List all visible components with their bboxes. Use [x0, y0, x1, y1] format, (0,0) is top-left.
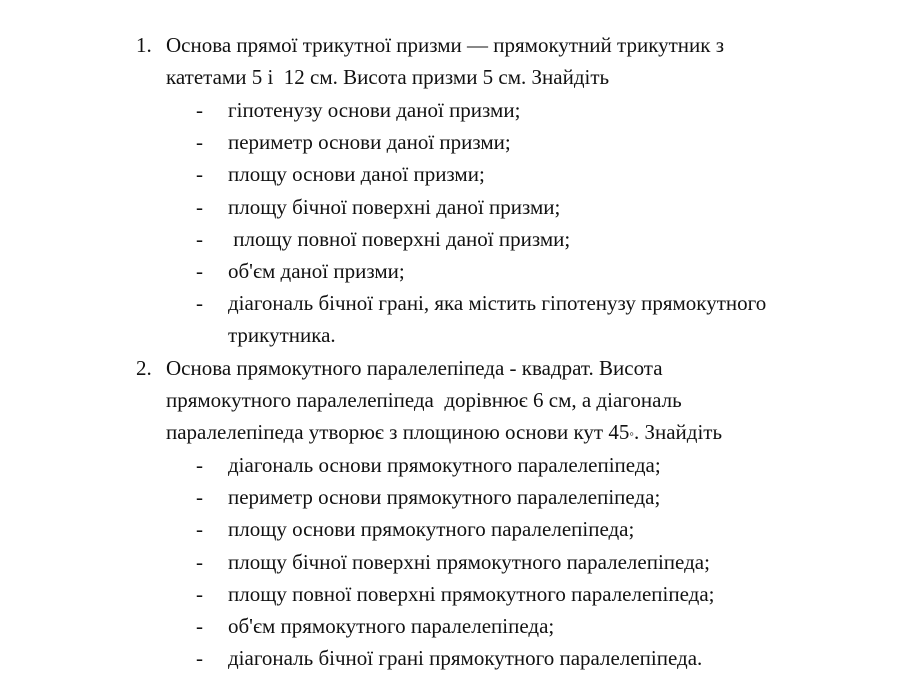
task-2-bullet-5: -	[196, 582, 203, 606]
task-1-bullet-7: -	[196, 291, 203, 315]
task-2-bullet-1: -	[196, 453, 203, 477]
task-2-item-1: діагональ основи прямокутного паралелепіпеда;	[228, 453, 661, 477]
task-1-item-6: об'єм даної призми;	[228, 259, 405, 283]
task-2-bullet-4: -	[196, 550, 203, 574]
task-2-intro-line-1: Основа прямокутного паралелепіпеда - квадрат. Висота	[166, 356, 663, 380]
task-1-bullet-2: -	[196, 130, 203, 154]
task-2-number: 2.	[136, 356, 152, 380]
task-1-bullet-4: -	[196, 195, 203, 219]
task-2-intro-line-3-text: паралелепіпеда утворює з площиною основи кут 45	[166, 420, 630, 444]
task-1-item-5: площу повної поверхні даної призми;	[228, 227, 571, 251]
task-1-item-7: діагональ бічної грані, яка містить гіпотенузу прямокутного	[228, 291, 767, 315]
task-2-intro-line-3	[166, 417, 722, 449]
task-1-item-1: гіпотенузу основи даної призми;	[228, 98, 521, 122]
task-1-bullet-1: -	[196, 98, 203, 122]
task-1-intro-line-2: катетами 5 і 12 см. Висота призми 5 см. Знайдіть	[166, 65, 610, 89]
task-2-item-6: об'єм прямокутного паралелепіпеда;	[228, 614, 555, 638]
task-2-item-4: площу бічної поверхні прямокутного паралелепіпеда;	[228, 550, 710, 574]
task-1-intro-line-1: Основа прямої трикутної призми — прямокутний трикутник з	[166, 33, 724, 57]
task-2-item-7: діагональ бічної грані прямокутного паралелепіпеда.	[228, 646, 703, 670]
task-2-bullet-2: -	[196, 485, 203, 509]
task-2-item-5: площу повної поверхні прямокутного паралелепіпеда;	[228, 582, 715, 606]
task-2-bullet-7: -	[196, 646, 203, 670]
degree-symbol: ◦	[629, 426, 634, 441]
task-1-number: 1.	[136, 33, 152, 57]
task-1-item-2: периметр основи даної призми;	[228, 130, 511, 154]
task-2-bullet-6: -	[196, 614, 203, 638]
task-1-item-3: площу основи даної призми;	[228, 162, 485, 186]
task-2-intro-end: . Знайдіть	[633, 420, 723, 444]
task-2-intro-line-2: прямокутного паралелепіпеда дорівнює 6 см, а діагональ	[166, 388, 682, 412]
task-1-item-4: площу бічної поверхні даної призми;	[228, 195, 561, 219]
task-2-item-2: периметр основи прямокутного паралелепіпеда;	[228, 485, 661, 509]
task-1-bullet-6: -	[196, 259, 203, 283]
task-1-item-7-continuation: трикутника.	[228, 323, 336, 347]
task-1-bullet-3: -	[196, 162, 203, 186]
task-2-bullet-3: -	[196, 517, 203, 541]
task-2-item-3: площу основи прямокутного паралелепіпеда;	[228, 517, 635, 541]
task-1-bullet-5: -	[196, 227, 203, 251]
